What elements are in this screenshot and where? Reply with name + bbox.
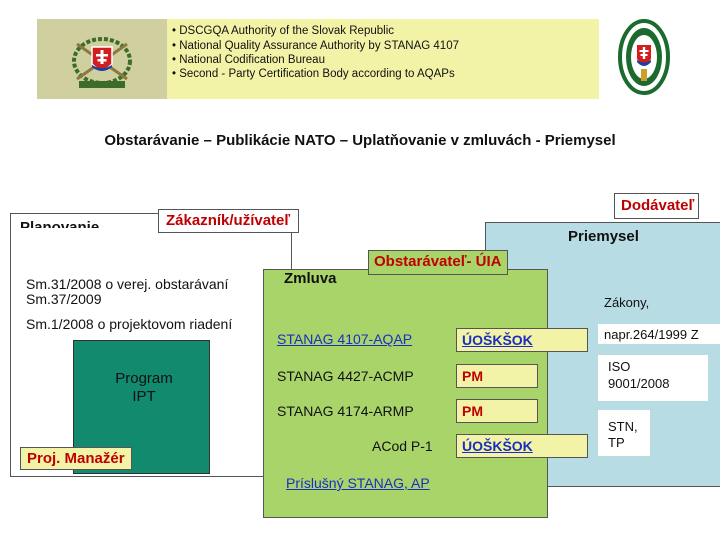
priemysel-item-stn: STN, <box>608 419 638 434</box>
priemysel-item-tp: TP <box>608 435 625 450</box>
round-badge-logo-icon <box>618 17 670 97</box>
dodavatel-label: Dodávateľ <box>614 193 699 219</box>
stanag-4174-tag: PM <box>456 399 538 423</box>
header-line-1: • DSCGQA Authority of the Slovak Republic <box>172 25 394 37</box>
stanag-4427-tag: PM <box>456 364 538 388</box>
priemysel-item-iso: ISO <box>608 359 631 374</box>
footer-stanag-ap: Príslušný STANAG, AP <box>286 475 430 491</box>
priemysel-items-column <box>598 284 720 484</box>
obstaravatel-label: Obstarávateľ- ÚIA <box>368 250 508 275</box>
stanag-4107-text: STANAG 4107-AQAP <box>277 331 413 347</box>
zakaznik-label: Zákazník/užívateľ <box>158 209 299 233</box>
page-title: Obstarávanie – Publikácie NATO – Uplatňovanie v zmluvách - Priemysel <box>104 132 616 149</box>
law-item-2: Sm.37/2009 <box>26 291 102 307</box>
law-item-1: Sm.31/2008 o verej. obstarávaní <box>26 276 229 292</box>
coat-of-arms-logo-icon <box>37 19 167 99</box>
acod-text: ACod P-1 <box>372 438 433 454</box>
logo-left-panel <box>37 19 167 99</box>
priemysel-item-zakony: Zákony, <box>604 295 650 310</box>
program-line-2: IPT <box>132 388 156 405</box>
program-line-1: Program <box>115 370 173 387</box>
stanag-4427-text: STANAG 4427-ACMP <box>277 368 414 384</box>
stanag-4174-text: STANAG 4174-ARMP <box>277 403 414 419</box>
acod-tag: ÚOŠKŠOK <box>456 434 588 458</box>
stanag-4107-tag: ÚOŠKŠOK <box>456 328 588 352</box>
zmluva-label: Zmluva <box>284 270 337 287</box>
header-line-3: • National Codification Bureau <box>172 54 325 66</box>
program-label <box>73 370 215 406</box>
emblem-right <box>618 17 670 97</box>
header-line-4: • Second - Party Certification Body according to AQAPs <box>172 68 455 80</box>
priemysel-label: Priemysel <box>568 228 639 245</box>
header-line-2: • National Quality Assurance Authority by STANAG 4107 <box>172 40 459 52</box>
law-item-3: Sm.1/2008 o projektovom riadení <box>26 316 233 332</box>
priemysel-item-iso-number: 9001/2008 <box>608 376 670 391</box>
manager-label: Proj. Manažér <box>20 447 132 470</box>
priemysel-item-napr: napr.264/1999 Z <box>604 327 699 342</box>
